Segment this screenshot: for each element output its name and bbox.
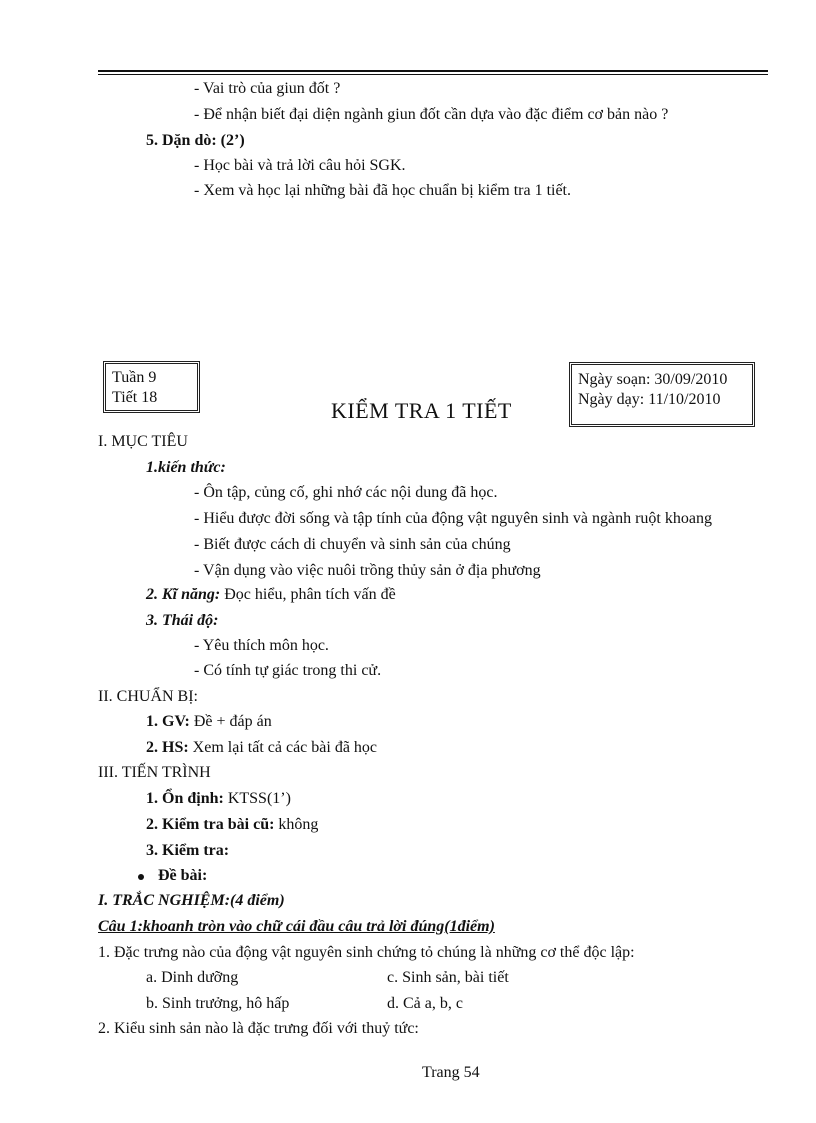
knowledge-item-3: - Biết được cách di chuyển và sinh sản của chúng: [194, 536, 511, 553]
prepared-date: Ngày soạn: 30/09/2010: [578, 371, 728, 388]
review-question-2: - Để nhận biết đại diện ngành giun đốt cần dựa vào đặc điểm cơ bản nào ?: [194, 106, 669, 123]
attitude-heading: 3. Thái độ:: [146, 612, 219, 629]
preparation-heading: II. CHUẨN BỊ:: [98, 688, 198, 705]
objectives-heading: I. MỤC TIÊU: [98, 433, 188, 450]
homework-heading: 5. Dặn dò: (2’): [146, 132, 245, 149]
skills-label: 2. Kĩ năng:: [146, 586, 221, 603]
homework-item-2: - Xem và học lại những bài đã học chuẩn bị kiểm tra 1 tiết.: [194, 182, 571, 199]
question-1-heading: Câu 1:khoanh tròn vào chữ cái đầu câu trả lời đúng(1điểm): [98, 918, 495, 935]
week-label: Tuần 9: [112, 369, 157, 386]
exam-part-1-heading: I. TRẮC NGHIỆM:(4 điểm): [98, 892, 285, 909]
question-2: 2. Kiểu sinh sản nào là đặc trưng đối với thuỷ tức:: [98, 1020, 419, 1037]
option-b: b. Sinh trưởng, hô hấp: [146, 995, 290, 1012]
skills-line: [146, 585, 396, 605]
step-2-label: 2. Kiểm tra bài cũ:: [146, 816, 275, 833]
exam-label: Đề bài:: [158, 867, 208, 884]
option-a: a. Dinh dưỡng: [146, 969, 239, 986]
gv-text: Đề + đáp án: [189, 713, 272, 730]
procedure-step-3: 3. Kiểm tra:: [146, 842, 230, 859]
homework-item-1: - Học bài và trả lời câu hỏi SGK.: [194, 157, 406, 174]
knowledge-heading: 1.kiến thức:: [146, 459, 226, 476]
review-question-1: - Vai trò của giun đốt ?: [194, 80, 341, 97]
skills-text: Đọc hiểu, phân tích vấn đề: [220, 586, 396, 603]
period-label: Tiết 18: [112, 389, 158, 406]
gv-label: 1. GV:: [146, 713, 190, 730]
bullet-dot: [138, 874, 144, 880]
procedure-step-2: [146, 815, 318, 835]
step-2-text: không: [274, 816, 319, 833]
option-c: c. Sinh sản, bài tiết: [387, 969, 509, 986]
step-1-label: 1. Ổn định:: [146, 790, 224, 807]
hs-text: Xem lại tất cả các bài đã học: [188, 739, 378, 756]
procedure-heading: III. TIẾN TRÌNH: [98, 764, 211, 781]
page-title: KIỂM TRA 1 TIẾT: [331, 398, 512, 423]
procedure-step-1: [146, 789, 291, 809]
step-1-text: KTSS(1’): [223, 790, 291, 807]
page-number: Trang 54: [422, 1064, 480, 1081]
header-rule-top: [98, 70, 768, 72]
hs-label: 2. HS:: [146, 739, 189, 756]
header-rule-bottom: [98, 74, 768, 75]
knowledge-item-2: - Hiểu được đời sống và tập tính của động vật nguyên sinh và ngành ruột khoang: [194, 510, 712, 527]
preparation-hs: [146, 738, 377, 758]
question-1: 1. Đặc trưng nào của động vật nguyên sinh chứng tỏ chúng là những cơ thể độc lập:: [98, 944, 635, 961]
date-box: [569, 362, 755, 427]
attitude-item-2: - Có tính tự giác trong thi cử.: [194, 662, 382, 679]
attitude-item-1: - Yêu thích môn học.: [194, 637, 329, 654]
knowledge-item-1: - Ôn tập, củng cố, ghi nhớ các nội dung đã học.: [194, 484, 498, 501]
taught-date: Ngày dạy: 11/10/2010: [578, 391, 721, 408]
option-d: d. Cả a, b, c: [387, 995, 463, 1012]
knowledge-item-4: - Vận dụng vào việc nuôi trồng thủy sản ở địa phương: [194, 562, 541, 579]
preparation-gv: [146, 712, 272, 732]
week-period-box: [103, 361, 200, 413]
